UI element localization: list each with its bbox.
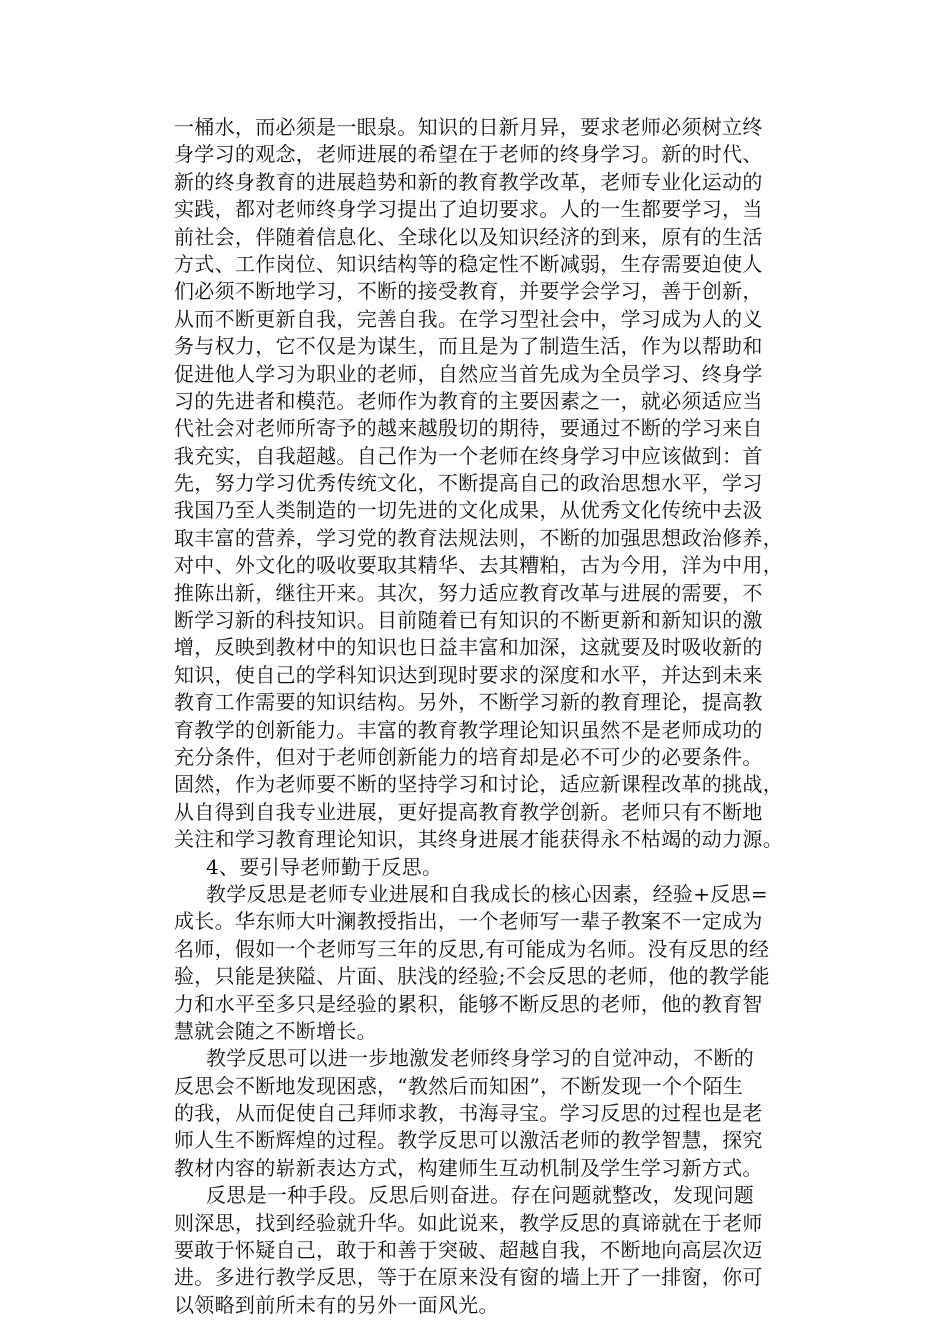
- text-line: 则深思，找到经验就升华。如此说来，教学反思的真谛就在于老师: [174, 1210, 763, 1235]
- text-line: 要敢于怀疑自己，敢于和善于突破、超越自我，不断地向高层次迈: [174, 1238, 763, 1263]
- text-line: 对中、外文化的吸收要取其精华、去其糟粕，古为今用，洋为中用，: [174, 553, 783, 578]
- text-line: 慧就会随之不断增长。: [174, 1018, 377, 1043]
- text-line: 教育工作需要的知识结构。另外，不断学习新的教育理论，提高教: [174, 690, 763, 715]
- text-line: 4、要引导老师勤于反思。: [206, 854, 443, 879]
- text-line: 固然，作为老师要不断的坚持学习和讨论，适应新课程改革的挑战，: [174, 772, 783, 797]
- text-line: 增，反映到教材中的知识也日益丰富和加深，这就要及时吸收新的: [174, 635, 763, 660]
- text-line: 进。多进行教学反思，等于在原来没有窗的墙上开了一排窗，你可: [174, 1265, 763, 1290]
- text-line: 我国乃至人类制造的一切先进的文化成果，从优秀文化传统中去汲: [174, 498, 763, 523]
- text-line: 教材内容的崭新表达方式，构建师生互动机制及学生学习新方式。: [174, 1155, 763, 1180]
- text-line: 一桶水，而必须是一眼泉。知识的日新月异，要求老师必须树立终: [174, 115, 763, 139]
- text-line: 育教学的创新能力。丰富的教育教学理论知识虽然不是老师成功的: [174, 717, 763, 742]
- text-line: 反思会不断地发现困惑，“教然后而知困”，不断发现一个个陌生: [174, 1073, 744, 1098]
- text-line: 习的先进者和模范。老师作为教育的主要因素之一，就必须适应当: [174, 388, 763, 413]
- document-body: [174, 114, 814, 1319]
- text-line: 成长。华东师大叶澜教授指出，一个老师写一辈子教案不一定成为: [174, 909, 763, 934]
- text-line: 充分条件，但对于老师创新能力的培育却是必不可少的必要条件。: [174, 744, 763, 769]
- text-line: 反思是一种手段。反思后则奋进。存在问题就整改，发现问题: [206, 1183, 755, 1208]
- text-line: 力和水平至多只是经验的累积，能够不断反思的老师，他的教育智: [174, 991, 763, 1016]
- text-line: 前社会，伴随着信息化、全球化以及知识经济的到来，原有的生活: [174, 224, 763, 249]
- text-line: 们必须不断地学习，不断的接受教育，并要学会学习，善于创新，: [174, 279, 763, 304]
- text-line: 师人生不断辉煌的过程。教学反思可以激活老师的教学智慧，探究: [174, 1128, 763, 1153]
- text-line: 教学反思可以进一步地激发老师终身学习的自觉冲动，不断的: [206, 1046, 755, 1071]
- text-line: 关注和学习教育理论知识，其终身进展才能获得永不枯竭的动力源。: [174, 827, 783, 852]
- text-line: 教学反思是老师专业进展和自我成长的核心因素，经验+反思=: [206, 881, 768, 906]
- text-line: 推陈出新，继往开来。其次，努力适应教育改革与进展的需要，不: [174, 580, 763, 605]
- text-line: 新的终身教育的进展趋势和新的教育教学改革，老师专业化运动的: [174, 169, 763, 194]
- text-line: 验，只能是狭隘、片面、肤浅的经验;不会反思的老师，他的教学能: [174, 964, 770, 989]
- text-line: 以领略到前所未有的另外一面风光。: [174, 1292, 499, 1317]
- text-line: 务与权力，它不仅是为谋生，而且是为了制造生活，作为以帮助和: [174, 334, 763, 359]
- text-line: 从自得到自我专业进展，更好提高教育教学创新。老师只有不断地: [174, 799, 763, 824]
- text-line: 我充实，自我超越。自己作为一个老师在终身学习中应该做到：首: [174, 443, 763, 468]
- text-line: 的我，从而促使自己拜师求教，书海寻宝。学习反思的过程也是老: [174, 1101, 763, 1126]
- text-line: 代社会对老师所寄予的越来越殷切的期待，要通过不断的学习来自: [174, 416, 763, 441]
- text-line: 身学习的观念，老师进展的希望在于老师的终身学习。新的时代、: [174, 142, 763, 167]
- text-line: 先，努力学习优秀传统文化，不断提高自己的政治思想水平，学习: [174, 471, 763, 496]
- text-line: 取丰富的营养，学习党的教育法规法则，不断的加强思想政治修养，: [174, 525, 783, 550]
- text-line: 名师，假如一个老师写三年的反思,有可能成为名师。没有反思的经: [174, 936, 770, 961]
- text-line: 知识，使自己的学科知识达到现时要求的深度和水平，并达到未来: [174, 662, 763, 687]
- text-line: 促进他人学习为职业的老师，自然应当首先成为全员学习、终身学: [174, 361, 763, 386]
- text-line: 从而不断更新自我，完善自我。在学习型社会中，学习成为人的义: [174, 306, 763, 331]
- text-line: 实践，都对老师终身学习提出了迫切要求。人的一生都要学习，当: [174, 197, 763, 222]
- text-line: 断学习新的科技知识。目前随着已有知识的不断更新和新知识的激: [174, 608, 763, 633]
- text-line: 方式、工作岗位、知识结构等的稳定性不断减弱，生存需要迫使人: [174, 251, 763, 276]
